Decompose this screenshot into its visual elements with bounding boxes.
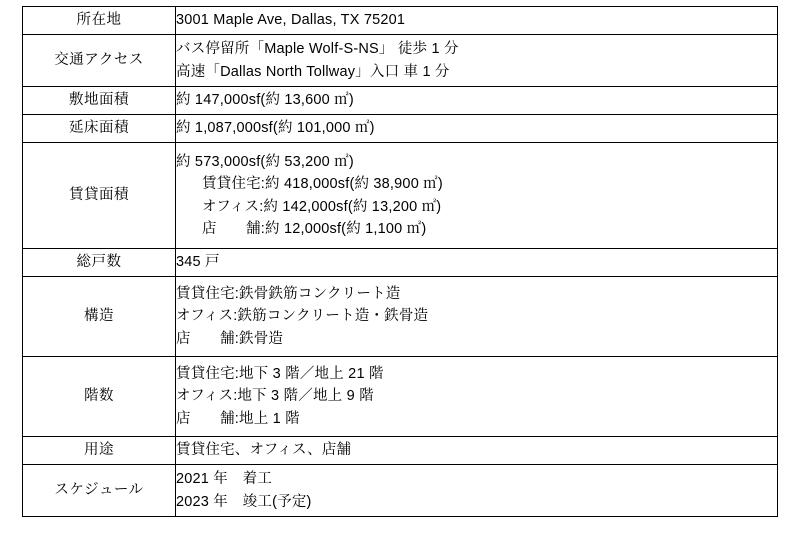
value-line: 店 舗:約 12,000sf(約 1,100 ㎡) [202,220,427,237]
table-row [23,437,778,465]
row-value [176,437,778,465]
row-value [176,35,778,87]
value-line: 2023 年 竣工(予定) [176,493,312,510]
value-line: 2021 年 着工 [176,471,273,488]
value-line: 賃貸住宅、オフィス、店舗 [176,442,352,459]
row-label: 敷地面積 [23,87,176,115]
table-row [23,249,778,277]
row-label: スケジュール [23,465,176,517]
row-label: 賃貸面積 [23,143,176,249]
property-spec-table [22,6,778,517]
value-line: 約 1,087,000sf(約 101,000 ㎡) [176,120,375,137]
row-value [176,115,778,143]
table-row [23,143,778,249]
row-value [176,143,778,249]
value-line: オフィス:鉄筋コンクリート造・鉄骨造 [176,308,429,325]
row-value [176,249,778,277]
table-row [23,465,778,517]
value-line: オフィス:地下 3 階／地上 9 階 [176,388,374,405]
row-label: 総戸数 [23,249,176,277]
row-value [176,465,778,517]
row-value [176,7,778,35]
value-line: 約 573,000sf(約 53,200 ㎡) [176,153,354,170]
table-body [23,7,778,517]
value-line: 345 戸 [176,254,220,271]
value-line: 3001 Maple Ave, Dallas, TX 75201 [176,12,406,29]
value-line: 店 舗:地上 1 階 [176,410,300,427]
value-line: 賃貸住宅:地下 3 階／地上 21 階 [176,365,384,382]
row-label: 構造 [23,277,176,357]
row-value [176,87,778,115]
value-line: オフィス:約 142,000sf(約 13,200 ㎡) [202,198,442,215]
row-label: 用途 [23,437,176,465]
row-value [176,277,778,357]
table-row [23,115,778,143]
value-line: 高速「Dallas North Tollway」入口 車 1 分 [176,63,450,80]
value-line: バス停留所「Maple Wolf-S-NS」 徒歩 1 分 [176,41,459,58]
table-row [23,7,778,35]
table-row [23,87,778,115]
row-label: 階数 [23,357,176,437]
row-label: 交通アクセス [23,35,176,87]
row-value [176,357,778,437]
value-line: 店 舗:鉄骨造 [176,330,284,347]
value-line: 約 147,000sf(約 13,600 ㎡) [176,92,354,109]
row-label: 所在地 [23,7,176,35]
row-label: 延床面積 [23,115,176,143]
value-line: 賃貸住宅:約 418,000sf(約 38,900 ㎡) [202,176,443,193]
table-row [23,357,778,437]
table-row [23,35,778,87]
value-line: 賃貸住宅:鉄骨鉄筋コンクリート造 [176,285,401,302]
table-row [23,277,778,357]
